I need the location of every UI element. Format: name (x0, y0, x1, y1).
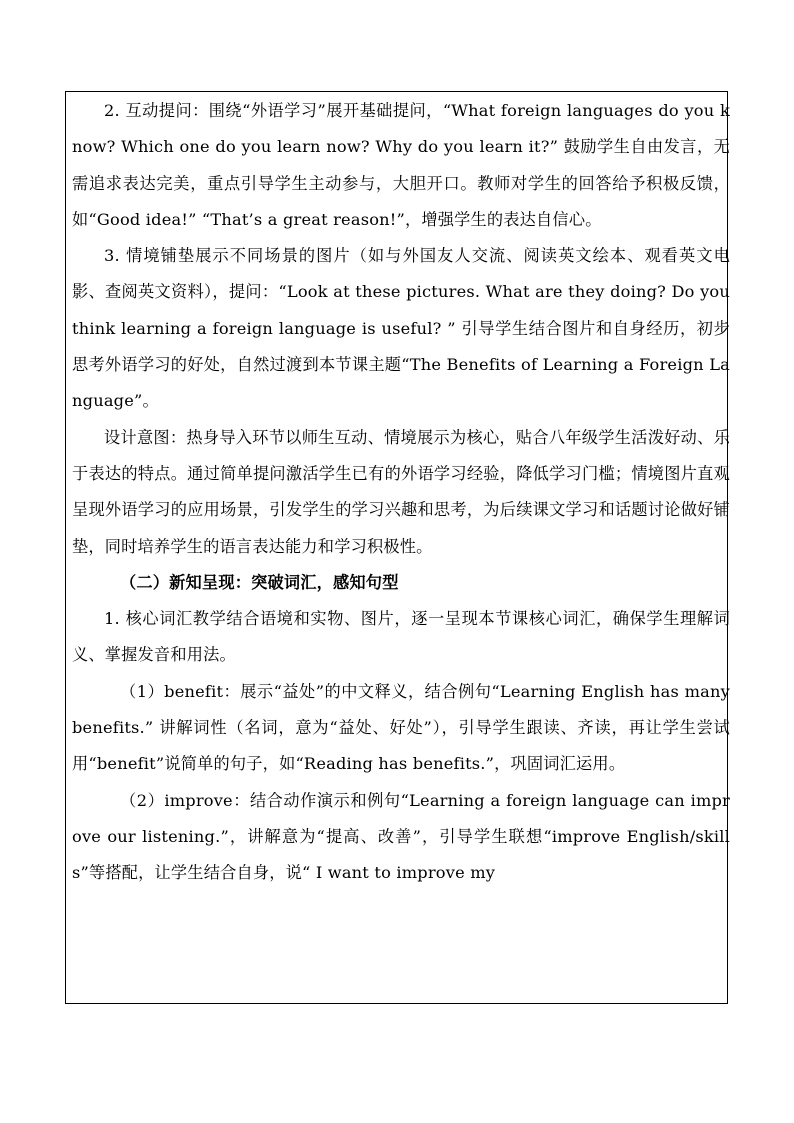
section-heading: （二）新知呈现：突破词汇，感知句型 (120, 572, 399, 592)
document-body (72, 93, 730, 892)
paragraph-core-vocab: 1. 核心词汇教学结合语境和实物、图片，逐一呈现本节课核心词汇，确保学生理解词义、掌握发音和用法。 (72, 609, 730, 665)
paragraph-vocab-improve: （2）improve：结合动作演示和例句“Learning a foreign language can improve our listening.”，讲解意为“提高、改善”，引导学生联想“improve English/skills”等搭配，让学生结合自身，说“ I want to improve my (72, 790, 730, 883)
paragraph-scenario-setup: 3. 情境铺垫展示不同场景的图片（如与外国友人交流、阅读英文绘本、观看英文电影、查阅英文资料），提问：“Look at these pictures. What are they doing? Do you think learning a foreign language is useful? ” 引导学生结合图片和自身经历，初步思考外语学习的好处，自然过渡到本节课主题“The Benefits of Learning a Foreign Language”。 (72, 246, 730, 411)
paragraph-design-intent: 设计意图：热身导入环节以师生互动、情境展示为核心，贴合八年级学生活泼好动、乐于表达的特点。通过简单提问激活学生已有的外语学习经验，降低学习门槛；情境图片直观呈现外语学习的应用场景，引发学生的学习兴趣和思考，为后续课文学习和话题讨论做好铺垫，同时培养学生的语言表达能力和学习积极性。 (72, 427, 730, 556)
paragraph-vocab-benefit: （1）benefit：展示“益处”的中文释义，结合例句“Learning English has many benefits.” 讲解词性（名词，意为“益处、好处”），引导学生跟读、齐读，再让学生尝试用“benefit”说简单的句子，如“Reading has benefits.”，巩固词汇运用。 (72, 681, 730, 774)
paragraph-interactive-questions: 2. 互动提问：围绕“外语学习”展开基础提问，“What foreign languages do you know? Which one do you learn now? Why do you learn it?” 鼓励学生自由发言，无需追求表达完美，重点引导学生主动参与，大胆开口。教师对学生的回答给予积极反馈，如“Good idea!” “That’s a great reason!”，增强学生的表达自信心。 (72, 101, 730, 229)
